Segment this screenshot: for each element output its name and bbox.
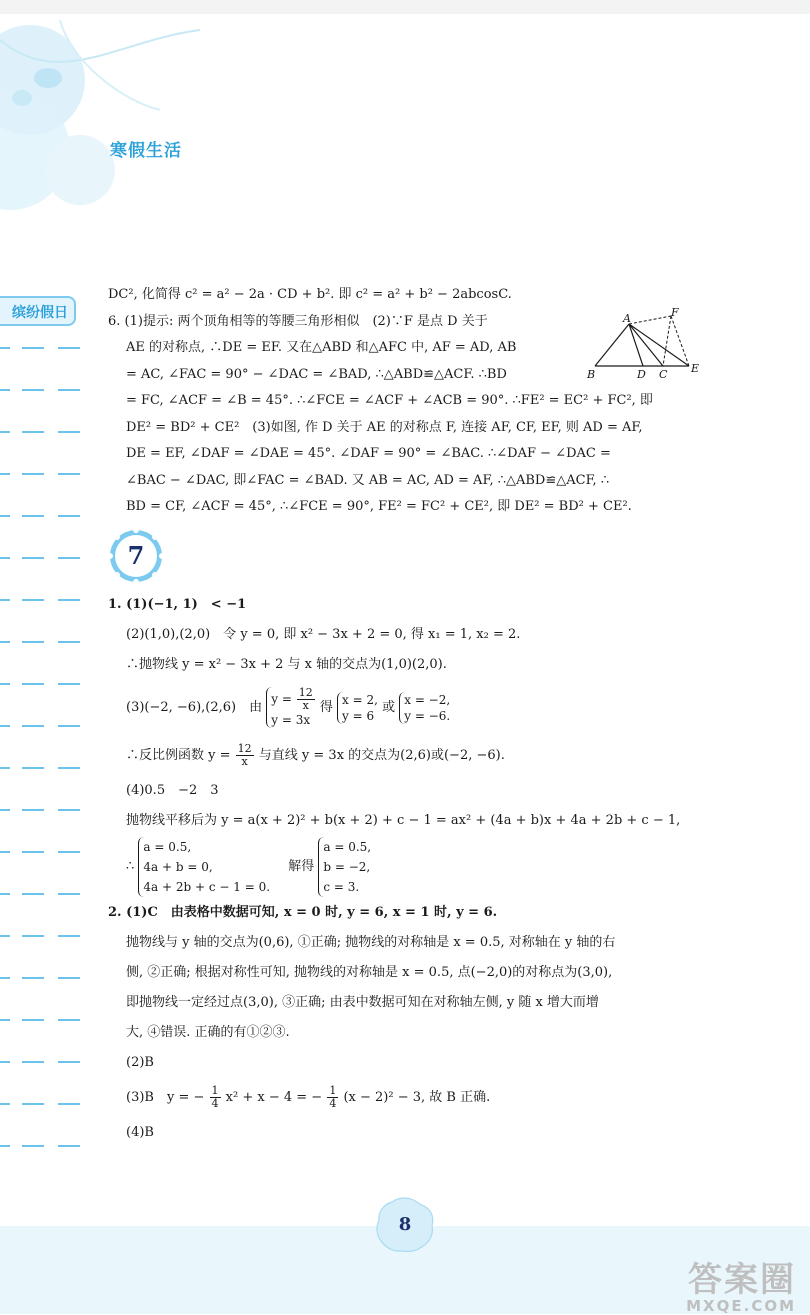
label-c: C <box>659 368 668 381</box>
q1-line-7: 抛物线平移后为 y = a(x + 2)² + b(x + 2) + c − 1 = ax² + (4a + b)x + 4a + 2b + c − 1, <box>126 813 681 828</box>
q1-l5-post: 与直线 y = 3x 的交点为(2,6)或(−2, −6). <box>258 748 505 763</box>
frac-den: x <box>241 755 248 768</box>
q2-line-7 <box>108 1078 698 1118</box>
q1-line-1 <box>108 590 698 620</box>
q1-line-4 <box>108 680 698 736</box>
q1-line-8 <box>108 836 698 898</box>
q2-line-2: 抛物线与 y 轴的交点为(0,6), ①正确; 抛物线的对称轴是 x = 0.5, 对称轴在 y 轴的右 <box>126 935 616 950</box>
q2-line-1 <box>108 898 698 928</box>
fraction-12-x <box>297 687 315 712</box>
p6-line-5: DE² = BD² + CE² (3)如图, 作 D 关于 AE 的对称点 F, 连接 AF, CF, EF, 则 AD = AF, <box>126 419 643 435</box>
sys5-a: a = 0.5, <box>323 839 372 854</box>
q2-line-5: 大, ④错误. 正确的有①②③. <box>126 1025 290 1040</box>
p6-line-6: DE = EF, ∠DAF = ∠DAE = 45°. ∠DAF = 90° = ∠BAC. ∴∠DAF − ∠DAC = <box>126 446 611 461</box>
q1-l8-mid: 解得 <box>288 859 315 874</box>
watermark <box>686 1262 796 1314</box>
label-e: E <box>691 362 700 375</box>
sys5-c: c = 3. <box>323 879 360 894</box>
q2-line-4: 即抛物线一定经过点(3,0), ③正确; 由表中数据可知在对称轴左侧, y 随 x 增大而增 <box>126 995 599 1010</box>
watermark-url: MXQE.COM <box>686 1297 796 1315</box>
system-equation-5 <box>318 837 371 897</box>
page-number: 8 <box>398 1214 412 1235</box>
q2-l7-post: (x − 2)² − 3, 故 B 正确. <box>343 1090 491 1105</box>
label-d: D <box>637 368 646 381</box>
margin-dash-lines <box>0 330 90 1160</box>
q1-l4-prefix: (3)(−2, −6),(2,6) 由 <box>126 700 263 715</box>
label-f: F <box>671 308 679 319</box>
q1-l4-or: 或 <box>382 700 396 715</box>
q1-l4-get: 得 <box>319 700 333 715</box>
frac-den: 4 <box>329 1097 337 1110</box>
label-a: A <box>623 312 631 325</box>
q1-line-5 <box>108 736 698 776</box>
p6-line-7: ∠BAC − ∠DAC, 即∠FAC = ∠BAD. 又 AB = AC, AD = AF, ∴△ABD≌△ACF, ∴ <box>126 472 610 488</box>
sys5-b: b = −2, <box>323 859 371 874</box>
frac-num: 12 <box>298 686 313 699</box>
sys2-b: y = 6 <box>342 708 375 723</box>
q1-line-6: (4)0.5 −2 3 <box>126 783 219 798</box>
q2-line-3: 侧, ②正确; 根据对称性可知, 抛物线的对称轴是 x = 0.5, 点(−2,0)的对称点为(3,0), <box>126 965 613 980</box>
q2-line-6: (2)B <box>126 1055 154 1070</box>
frac-num: 1 <box>329 1084 337 1097</box>
q1-line-2: (2)(1,0),(2,0) 令 y = 0, 即 x² − 3x + 2 = 0, 得 x₁ = 1, x₂ = 2. <box>126 627 521 642</box>
p6-line-4: = FC, ∠ACF = ∠B = 45°. ∴∠FCE = ∠ACF + ∠ACB = 90°. ∴FE² = EC² + FC², 即 <box>126 393 653 408</box>
q2-l7-mid: x² + x − 4 = − <box>225 1090 323 1105</box>
fraction-1-4-2 <box>327 1085 338 1110</box>
watermark-logo-text: 答案圈 <box>688 1260 796 1300</box>
fraction-12-x-2 <box>236 743 254 768</box>
q1-line-3: ∴抛物线 y = x² − 3x + 2 与 x 轴的交点为(1,0)(2,0). <box>126 657 447 672</box>
label-b: B <box>587 368 596 381</box>
system-equation-3 <box>399 692 450 724</box>
sys3-a: x = −2, <box>404 692 451 707</box>
sys4-b: 4a + b = 0, <box>143 859 213 874</box>
system-equation-4 <box>138 837 270 897</box>
frac-num: 12 <box>237 742 252 755</box>
sys2-a: x = 2, <box>342 692 378 707</box>
sys1-a: y = <box>271 692 292 706</box>
answer-block-7 <box>108 590 698 1148</box>
p6-line-3: = AC, ∠FAC = 90° − ∠DAC = ∠BAD, ∴△ABD≌△ACF. ∴BD <box>126 366 507 382</box>
sys4-c: 4a + 2b + c − 1 = 0. <box>143 879 271 894</box>
p6-line-2: AE 的对称点, ∴DE = EF. 又在△ABD 和△AFC 中, AF = AD, AB <box>126 340 517 355</box>
triangle-figure <box>585 308 705 383</box>
system-equation-2 <box>337 692 378 724</box>
frac-den: 4 <box>211 1097 219 1110</box>
fraction-1-4 <box>210 1085 221 1110</box>
page-header-title: 寒假生活 <box>110 141 182 161</box>
sys3-b: y = −6. <box>404 708 451 723</box>
q1-l8-pre: ∴ <box>126 859 135 874</box>
q1-l5-pre: ∴反比例函数 y = <box>126 748 231 763</box>
q2-text-1: 2. (1)C 由表格中数据可知, x = 0 时, y = 6, x = 1 时, y = 6. <box>108 905 498 920</box>
side-tab-label: 缤纷假日 <box>0 296 76 326</box>
sys4-a: a = 0.5, <box>143 839 192 854</box>
frac-num: 1 <box>211 1084 219 1097</box>
q2-line-8: (4)B <box>126 1125 154 1140</box>
frac-den: x <box>302 699 309 712</box>
q2-l7-pre: (3)B y = − <box>126 1090 205 1105</box>
p6-line-1: 6. (1)提示: 两个顶角相等的等腰三角形相似 (2)∵F 是点 D 关于 <box>108 313 488 329</box>
p6-line-8: BD = CF, ∠ACF = 45°, ∴∠FCE = 90°, FE² = FC² + CE², 即 DE² = BD² + CE². <box>126 499 632 514</box>
system-equation-1 <box>266 687 315 728</box>
section-number: 7 <box>127 541 145 570</box>
sys1-b: y = 3x <box>271 713 311 727</box>
q1-text-1: 1. (1)(−1, 1) < −1 <box>108 597 247 612</box>
header-decoration <box>0 0 810 240</box>
continuation-line: DC², 化简得 c² = a² − 2a · CD + b². 即 c² = a² + b² − 2abcosC. <box>108 287 512 302</box>
